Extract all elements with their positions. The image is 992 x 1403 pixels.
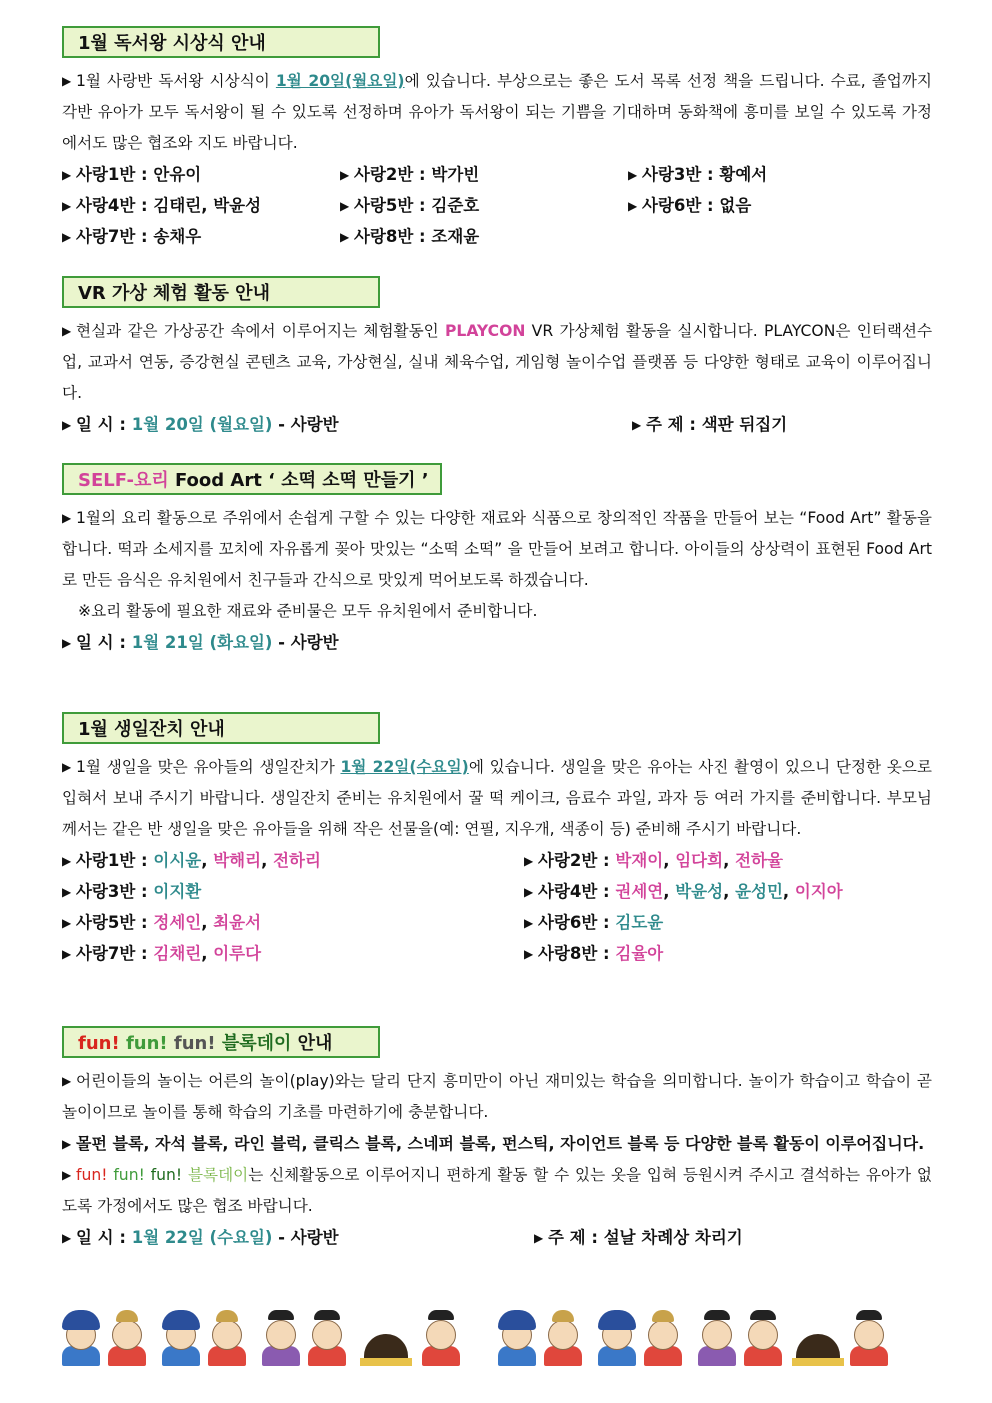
bowing-child-icon	[792, 1328, 844, 1368]
winner-item: 사랑2반 : 박가빈	[354, 165, 480, 184]
reading-award-section	[62, 26, 932, 252]
birthday-class-list	[62, 845, 932, 969]
birthday-date: 1월 22일(수요일)	[340, 758, 469, 776]
playcon-brand: PLAYCON	[444, 322, 526, 340]
child-figure-icon	[642, 1308, 684, 1368]
birthday-paragraph: ▶ 1월 생일을 맞은 유아들의 생일잔치가 1월 22일(수요일)에 있습니다. 생일을 맞은 유아는 사진 촬영이 있으니 단정한 옷으로 입혀서 보내 주시기 바랍니다. 생일잔치 준비는 유치원에서 꿀 떡 케이크, 음료수 과일, 과자 등 여러 가지를 준비합니다. 부모님께서는 같은 반 생일을 맞은 유아들을 위해 작은 선물을(예: 연필, 지우개, 색종이 등) 준비해 주시기 바랍니다.	[62, 758, 932, 838]
winner-item: 사랑1반 : 안유이	[76, 165, 202, 184]
block-day-topic: 설날 차례상 차리기	[603, 1228, 743, 1247]
winner-item: 사랑7반 : 송채우	[76, 227, 202, 246]
winner-item: 사랑3반 : 황예서	[642, 165, 768, 184]
child-figure-icon	[60, 1308, 102, 1368]
child-figure-icon	[160, 1308, 202, 1368]
block-day-section	[62, 1026, 932, 1253]
birthday-class-item: ▶ 사랑3반 : 이지환	[62, 882, 202, 901]
child-name: 전하율	[735, 851, 783, 870]
winners-row-1: ▶ 사랑1반 : 안유이 ▶ 사랑2반 : 박가빈 ▶ 사랑3반 : 황예서	[62, 165, 768, 184]
birthday-section	[62, 712, 932, 969]
child-name: 이지아	[794, 882, 843, 901]
class-label: 사랑4반 :	[538, 882, 616, 901]
class-label: 사랑1반 :	[76, 851, 154, 870]
food-art-note: ※요리 활동에 필요한 재료와 준비물은 모두 유치원에서 준비합니다.	[78, 602, 538, 620]
birthday-row	[62, 907, 932, 938]
winner-item: 사랑4반 : 김태린, 박윤성	[76, 196, 262, 215]
child-figure-icon	[742, 1308, 784, 1368]
birthday-row	[62, 876, 932, 907]
hanbok-children-decoration	[60, 1308, 890, 1368]
birthday-class-item: ▶ 사랑4반 : 권세연, 박윤성, 윤성민, 이지아	[524, 882, 843, 901]
child-name: 정세인	[153, 913, 202, 932]
child-figure-icon	[106, 1308, 148, 1368]
class-label: 사랑6반 :	[538, 913, 616, 932]
section-title: VR 가상 체험 활동 안내	[62, 276, 380, 308]
birthday-class-item: ▶ 사랑6반 : 김도윤	[524, 913, 664, 932]
vr-date: 1월 20일 (월요일)	[131, 415, 273, 434]
vr-topic: 색판 뒤집기	[701, 415, 788, 434]
class-label: 사랑3반 :	[76, 882, 154, 901]
birthday-class-item: ▶ 사랑2반 : 박재이, 임다희, 전하율	[524, 851, 783, 870]
child-name: 김채린	[153, 944, 202, 963]
birthday-row	[62, 845, 932, 876]
food-art-paragraph: ▶ 1월의 요리 활동으로 주위에서 손쉽게 구할 수 있는 다양한 재료와 식품으로 창의적인 작품을 만들어 보는 “Food Art” 활동을 합니다. 떡과 소세지를 꼬치에 자유롭게 꽂아 맛있는 “소떡 소떡” 을 만들어 보려고 합니다. 아이들의 상상력이 표현된 Food Art로 만든 음식은 유치원에서 친구들과 간식으로 맛있게 먹어보도록 하겠습니다.	[62, 509, 932, 589]
winners-row-3: ▶ 사랑7반 : 송채우 ▶ 사랑8반 : 조재윤	[62, 227, 480, 246]
section-title: SELF-요리 Food Art ‘ 소떡 소떡 만들기 ’	[62, 463, 442, 495]
class-label: 사랑5반 :	[76, 913, 154, 932]
child-name: 권세연	[615, 882, 664, 901]
birthday-class-item: ▶ 사랑1반 : 이시윤, 박해리, 전하리	[62, 851, 321, 870]
child-name: 박해리	[213, 851, 262, 870]
child-name: 최윤서	[213, 913, 262, 932]
block-day-paragraph-3: ▶ fun! fun! fun! 블록데이는 신체활동으로 이루어지니 편하게 활동 할 수 있는 옷을 입혀 등원시켜 주시고 결석하는 유아가 없도록 가정에서도 많은 협조 바랍니다.	[62, 1166, 932, 1215]
food-art-schedule-row: ▶ 일 시 : 1월 21일 (화요일) - 사랑반	[62, 633, 339, 652]
class-label: 사랑2반 :	[538, 851, 616, 870]
child-figure-icon	[848, 1308, 890, 1368]
child-figure-icon	[306, 1308, 348, 1368]
child-figure-icon	[542, 1308, 584, 1368]
child-name: 전하리	[273, 851, 321, 870]
child-figure-icon	[496, 1308, 538, 1368]
food-art-section	[62, 463, 932, 658]
child-name: 박재이	[615, 851, 664, 870]
class-label: 사랑7반 :	[76, 944, 154, 963]
birthday-class-item: ▶ 사랑7반 : 김채린, 이루다	[62, 944, 262, 963]
winners-row-2: ▶ 사랑4반 : 김태린, 박윤성 ▶ 사랑5반 : 김준호 ▶ 사랑6반 : 없음	[62, 196, 752, 215]
block-day-date: 1월 22일 (수요일)	[131, 1228, 273, 1247]
child-figure-icon	[596, 1308, 638, 1368]
section-title: fun! fun! fun! 블록데이 안내	[62, 1026, 380, 1058]
winner-item: 사랑5반 : 김준호	[354, 196, 480, 215]
child-name: 이루다	[213, 944, 262, 963]
child-name: 임다희	[675, 851, 724, 870]
reading-award-paragraph: ▶ 1월 사랑반 독서왕 시상식이 1월 20일(월요일)에 있습니다. 부상으로는 좋은 도서 목록 선정 책을 드립니다. 수료, 졸업까지 각반 유아가 모두 독서왕이 될 수 있도록 선정하며 유아가 독서왕이 되는 기쁨을 기대하며 동화책에 흥미를 보일 수 있도록 가정에서도 많은 협조와 지도 바랍니다.	[62, 66, 932, 159]
block-day-paragraph-2: ▶ 몰펀 블록, 자석 블록, 라인 블럭, 클릭스 블록, 스네퍼 블록, 펀스틱, 자이언트 블록 등 다양한 블록 활동이 이루어집니다.	[62, 1134, 925, 1153]
vr-paragraph: ▶ 현실과 같은 가상공간 속에서 이루어지는 체험활동인 PLAYCON VR 가상체험 활동을 실시합니다. PLAYCON은 인터랙션수업, 교과서 연동, 증강현실 콘텐츠 교육, 가상현실, 실내 체육수업, 게임형 놀이수업 플랫폼 등 다양한 형태로 교육이 이루어집니다.	[62, 322, 933, 402]
child-figure-icon	[696, 1308, 738, 1368]
winner-item: 사랑6반 : 없음	[642, 196, 752, 215]
birthday-class-item: ▶ 사랑8반 : 김율아	[524, 944, 664, 963]
child-figure-icon	[420, 1308, 462, 1368]
winner-item: 사랑8반 : 조재윤	[354, 227, 480, 246]
child-name: 김율아	[615, 944, 664, 963]
child-name: 윤성민	[735, 882, 783, 901]
child-figure-icon	[206, 1308, 248, 1368]
award-date: 1월 20일(월요일)	[275, 72, 405, 90]
bullet-icon: ▶	[62, 74, 72, 88]
birthday-row	[62, 938, 932, 969]
vr-schedule-row: ▶ 일 시 : 1월 20일 (월요일) - 사랑반 ▶ 주 제 : 색판 뒤집기	[62, 415, 788, 434]
child-name: 박윤성	[675, 882, 724, 901]
section-title: 1월 독서왕 시상식 안내	[62, 26, 380, 58]
block-day-paragraph-1: ▶ 어린이들의 놀이는 어른의 놀이(play)와는 달리 단지 흥미만이 아닌 재미있는 학습을 의미합니다. 놀이가 학습이고 학습이 곧 놀이이므로 놀이를 통해 학습의 기초를 마련하기에 충분합니다.	[62, 1072, 932, 1121]
block-day-schedule-row: ▶ 일 시 : 1월 22일 (수요일) - 사랑반 ▶ 주 제 : 설날 차례상 차리기	[62, 1228, 743, 1247]
section-title: 1월 생일잔치 안내	[62, 712, 380, 744]
bowing-child-icon	[360, 1328, 412, 1368]
class-label: 사랑8반 :	[538, 944, 616, 963]
child-name: 김도윤	[615, 913, 664, 932]
vr-section	[62, 276, 932, 440]
birthday-class-item: ▶ 사랑5반 : 정세인, 최윤서	[62, 913, 262, 932]
child-name: 이시윤	[153, 851, 202, 870]
child-figure-icon	[260, 1308, 302, 1368]
food-art-date: 1월 21일 (화요일)	[131, 633, 273, 652]
child-name: 이지환	[153, 882, 202, 901]
